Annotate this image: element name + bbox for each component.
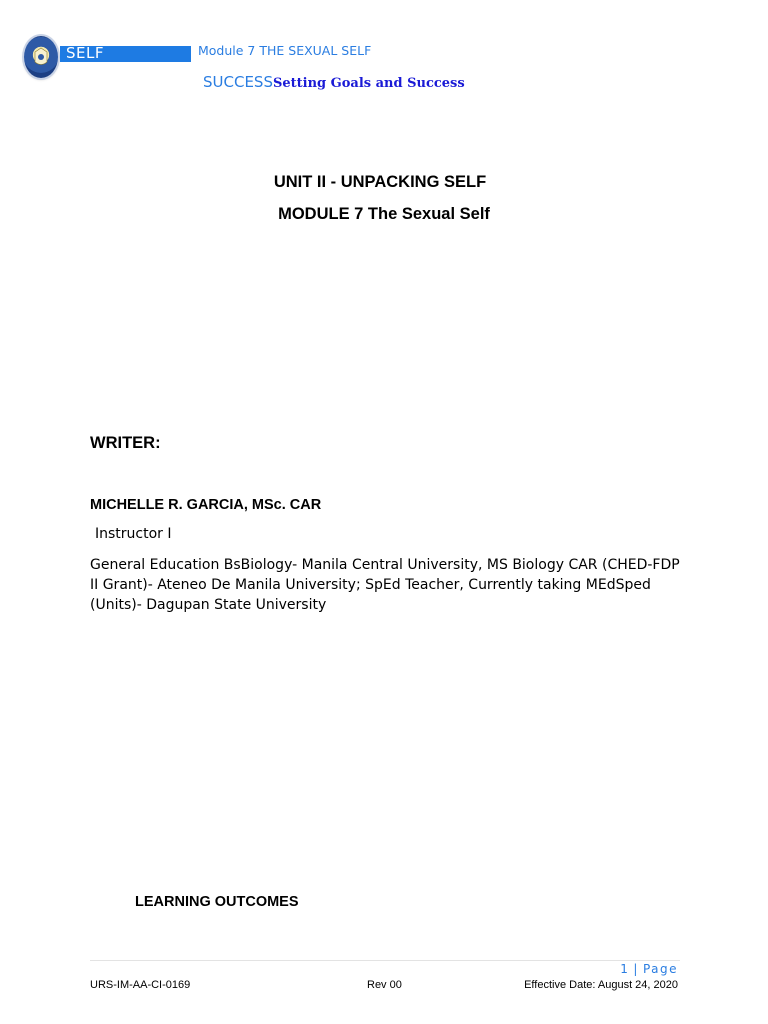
- writer-role: Instructor I: [95, 526, 172, 542]
- header-divider: [190, 46, 191, 62]
- page-number-value: 1: [620, 962, 630, 976]
- footer-divider: [90, 960, 680, 961]
- writer-heading: WRITER:: [90, 434, 161, 452]
- writer-name: MICHELLE R. GARCIA, MSc. CAR: [90, 497, 322, 513]
- learning-outcomes-heading: LEARNING OUTCOMES: [135, 894, 299, 910]
- page-separator: |: [633, 962, 639, 976]
- revision-label: Rev 00: [367, 979, 402, 991]
- page-word: Page: [642, 962, 678, 976]
- success-header: [203, 72, 465, 91]
- success-subtitle: Setting Goals and Success: [272, 76, 465, 91]
- self-label: SELF: [66, 44, 104, 62]
- document-code: URS-IM-AA-CI-0169: [90, 979, 191, 991]
- page-number: [620, 962, 678, 976]
- effective-date: Effective Date: August 24, 2020: [524, 979, 678, 991]
- unit-title: UNIT II - UNPACKING SELF: [273, 173, 487, 191]
- success-label: SUCCESS: [203, 73, 273, 91]
- writer-bio: General Education BsBiology- Manila Central University, MS Biology CAR (CHED-FDP II Grant)- Ateneo De Manila University; SpEd Teacher, Currently taking MEdSped (Units)- Dagupan State University: [90, 557, 680, 613]
- university-seal-icon: [24, 36, 58, 78]
- module-header-label: Module 7 THE SEXUAL SELF: [198, 43, 372, 58]
- module-title: MODULE 7 The Sexual Self: [278, 205, 490, 223]
